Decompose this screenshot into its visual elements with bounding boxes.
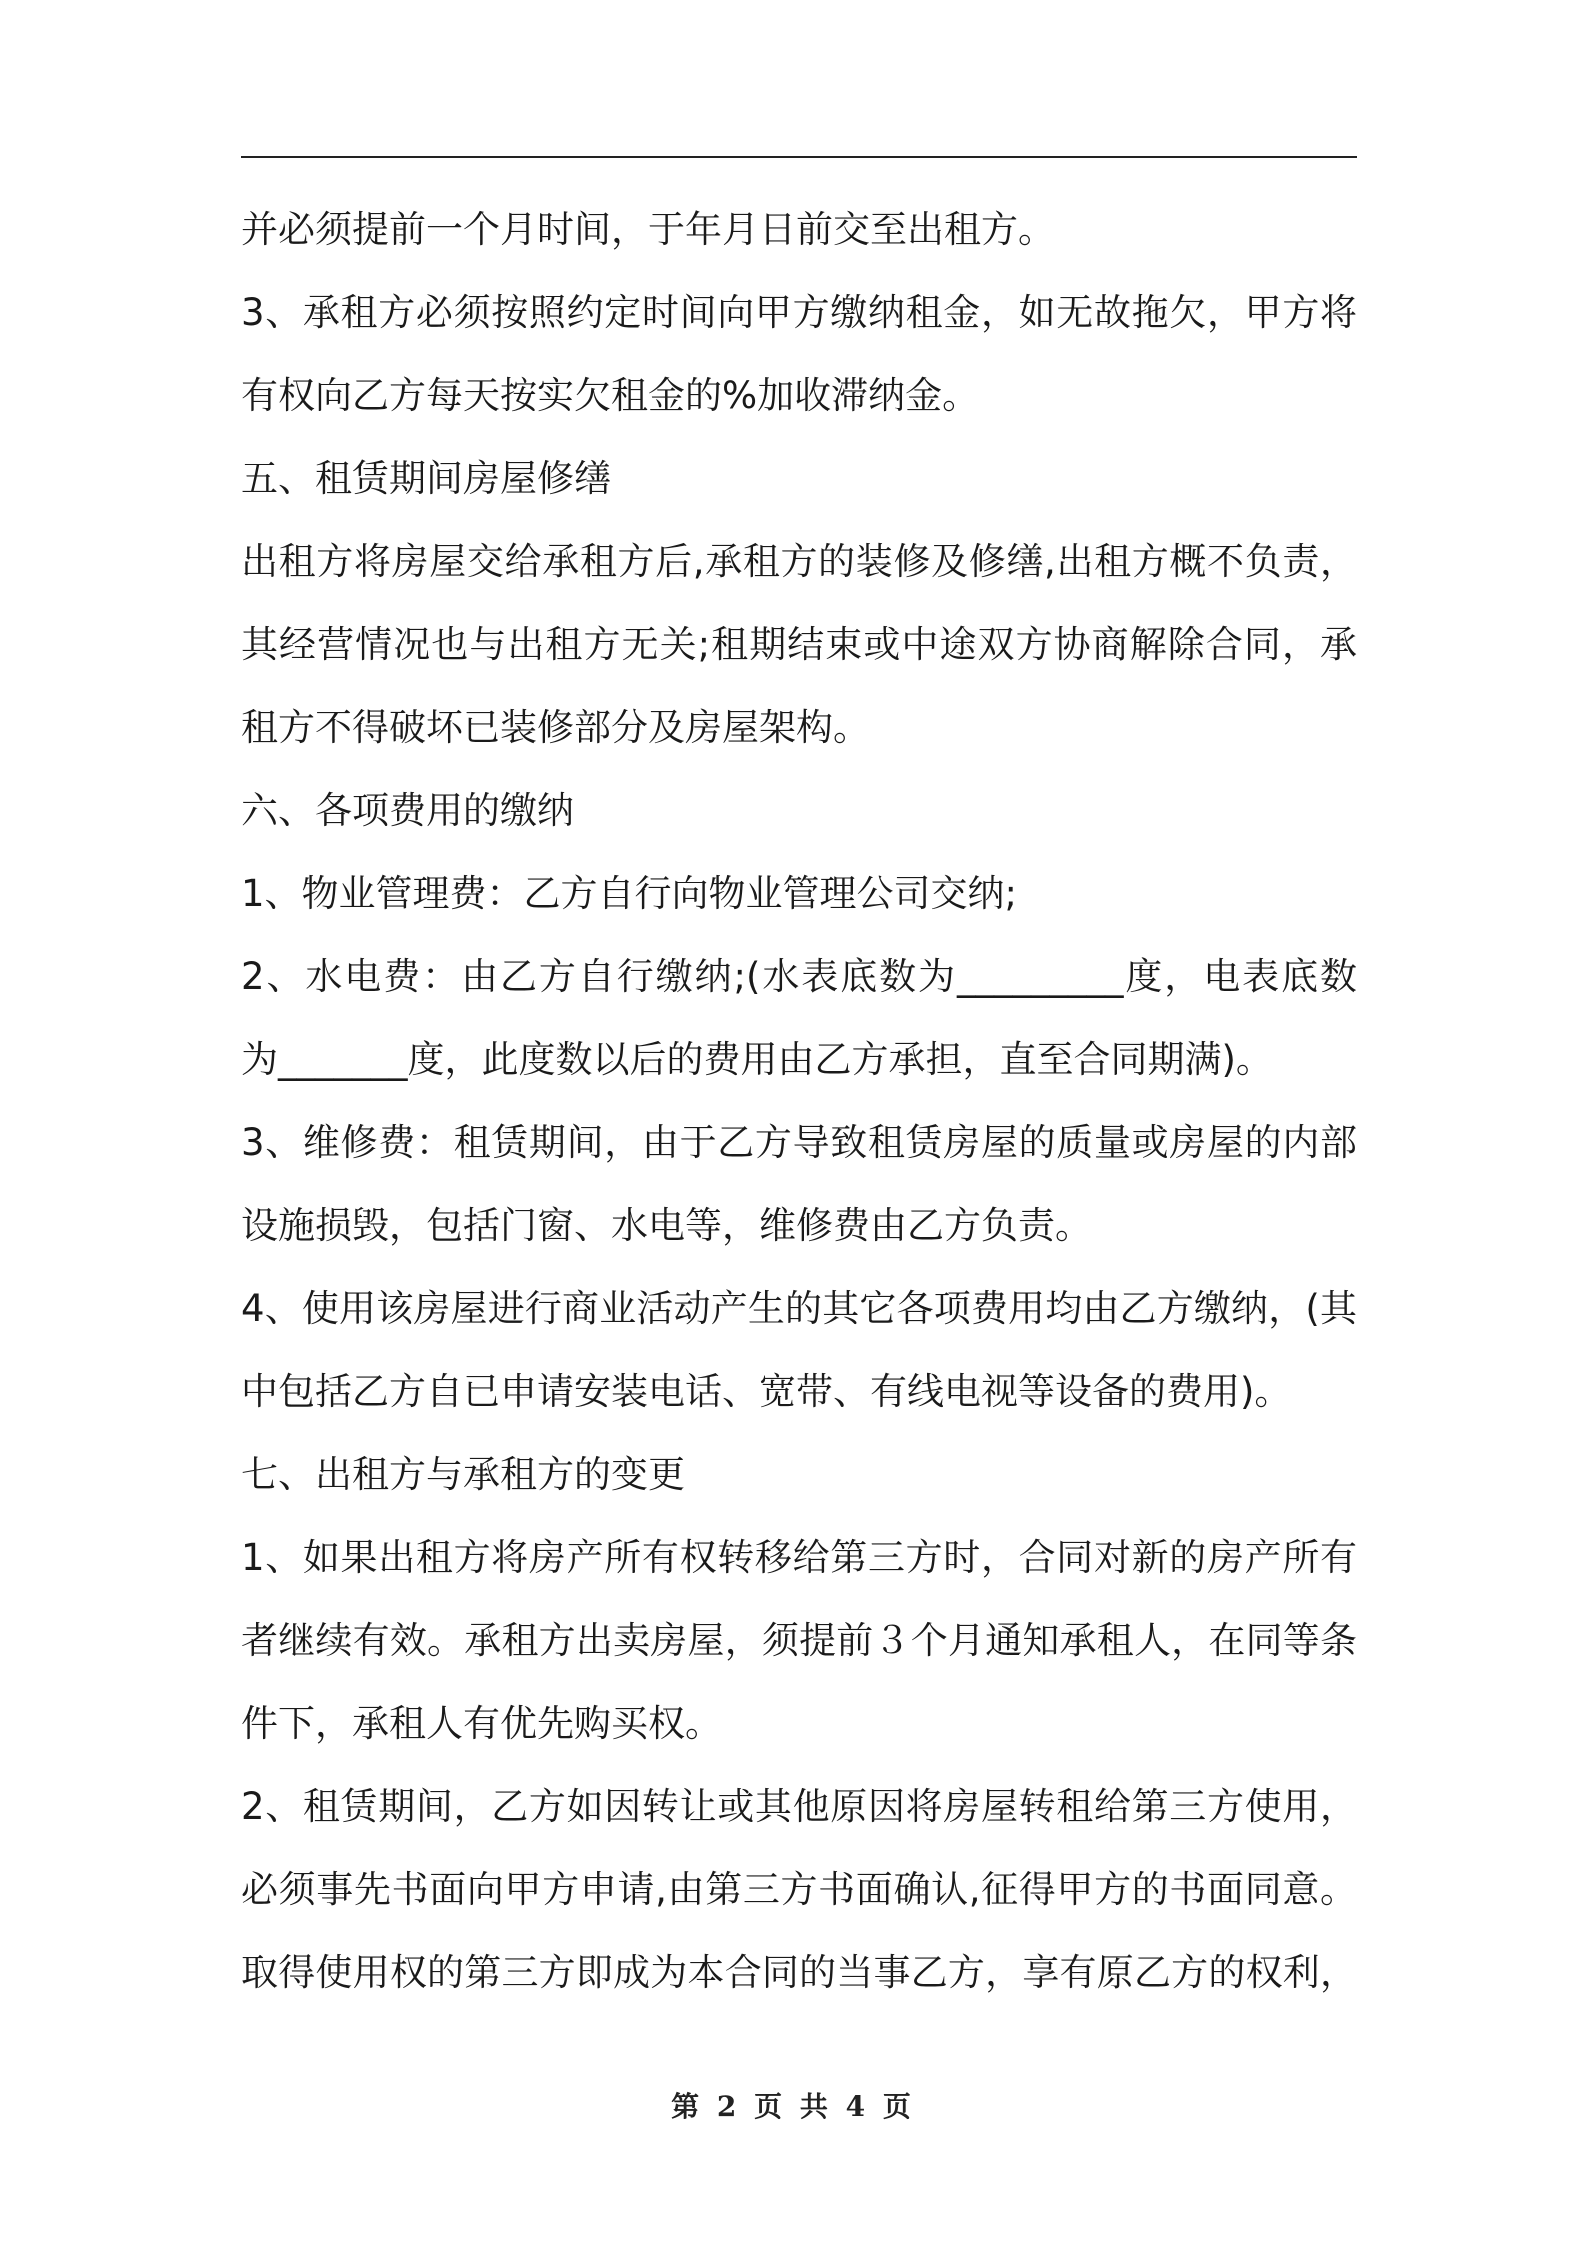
section-heading: 六、各项费用的缴纳 [241,789,574,832]
text-line: 有权向乙方每天按实欠租金的%加收滞纳金。 [241,374,980,417]
text-line: 者继续有效。承租方出卖房屋，须提前３个月通知承租人，在同等条 [241,1619,1357,1662]
section-heading: 五、租赁期间房屋修缮 [241,457,611,500]
section-heading: 七、出租方与承租方的变更 [241,1453,685,1496]
text-line: 设施损毁，包括门窗、水电等，维修费由乙方负责。 [241,1204,1092,1247]
text-line: 4、使用该房屋进行商业活动产生的其它各项费用均由乙方缴纳，(其 [241,1287,1357,1330]
text-line: 2、水电费：由乙方自行缴纳;(水表底数为_________度，电表底数 [241,955,1357,998]
header-rule [241,156,1357,158]
text-line: 中包括乙方自已申请安装电话、宽带、有线电视等设备的费用)。 [241,1370,1292,1413]
text-line: 2、租赁期间，乙方如因转让或其他原因将房屋转租给第三方使用， [241,1785,1357,1828]
text-line: 3、承租方必须按照约定时间向甲方缴纳租金，如无故拖欠，甲方将 [241,291,1357,334]
text-line: 必须事先书面向甲方申请,由第三方书面确认,征得甲方的书面同意。 [241,1868,1357,1911]
text-line: 其经营情况也与出租方无关;租期结束或中途双方协商解除合同，承 [241,623,1357,666]
text-line: 租方不得破坏已装修部分及房屋架构。 [241,706,870,749]
text-line: 件下，承租人有优先购买权。 [241,1702,722,1745]
text-line: 3、维修费：租赁期间，由于乙方导致租赁房屋的质量或房屋的内部 [241,1121,1357,1164]
text-line: 为_______度，此度数以后的费用由乙方承担，直至合同期满)。 [241,1038,1273,1081]
text-line: 出租方将房屋交给承租方后,承租方的装修及修缮,出租方概不负责， [241,540,1357,583]
page-number: 第 2 页 共 4 页 [671,2090,915,2123]
document-body [241,200,1357,2026]
text-line: 1、物业管理费：乙方自行向物业管理公司交纳; [241,872,1018,915]
text-line: 取得使用权的第三方即成为本合同的当事乙方，享有原乙方的权利， [241,1951,1357,1994]
text-line: 1、如果出租方将房产所有权转移给第三方时，合同对新的房产所有 [241,1536,1357,1579]
text-line: 并必须提前一个月时间，于年月日前交至出租方。 [241,208,1055,251]
